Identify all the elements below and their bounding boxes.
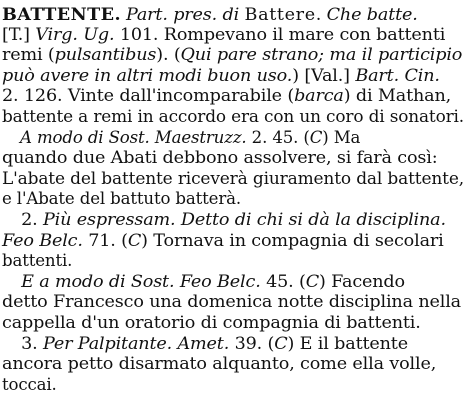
text-segment: ) [Val.]	[292, 65, 356, 85]
entry-line	[2, 251, 464, 272]
entry-line	[2, 313, 472, 334]
text-segment: ). (	[156, 45, 181, 65]
text-segment: 2.	[21, 209, 43, 229]
text-segment: 3.	[21, 333, 43, 353]
headword: BATTENTE.	[2, 4, 122, 24]
entry-line	[2, 231, 472, 252]
text-segment: remi (	[2, 45, 55, 65]
text-segment: e l'Abate del battuto batterà.	[2, 189, 241, 209]
text-segment: 39. (	[229, 333, 275, 353]
text-segment: L'abate del battente riceverà giuramento dal battente,	[2, 168, 464, 188]
italic-segment: Che batte.	[326, 5, 418, 24]
entry-line	[2, 354, 472, 375]
italic-segment: Part. pres. di	[125, 5, 245, 24]
italic-segment: C	[274, 333, 288, 353]
italic-segment: C	[305, 271, 320, 291]
italic-segment: barca	[294, 86, 344, 106]
entry-line	[2, 375, 464, 396]
text-segment: battente a remi in accordo era con un coro di sonatori.	[2, 106, 465, 126]
italic-segment: pulsantibus	[54, 45, 157, 65]
entry-line	[2, 292, 472, 313]
italic-segment: A modo di Sost. Maestruzz.	[20, 127, 247, 147]
text-segment: ) Tornava in compagnia di secolari	[141, 230, 444, 250]
text-segment: detto Francesco una domenica notte disciplina nella	[2, 292, 462, 312]
text-segment: toccai.	[2, 374, 57, 394]
italic-segment: Feo Belc.	[2, 230, 83, 250]
text-segment: 2. 126. Vinte dall'incomparabile (	[2, 86, 295, 106]
text-segment: ancora petto disarmato alquanto, come ella volle,	[2, 354, 437, 374]
text-segment: 101. Rompevano il mare con battenti	[114, 24, 446, 44]
text-segment: ) E il battente	[287, 333, 408, 353]
text-segment: .	[315, 5, 327, 24]
text-segment: ) Facendo	[319, 271, 405, 291]
text-segment: battenti.	[2, 251, 73, 271]
entry-line	[2, 107, 472, 128]
italic-segment: C	[127, 230, 142, 250]
dictionary-entry	[2, 4, 464, 395]
text-segment: 2. 45. (	[246, 127, 310, 147]
text-segment: ) Ma	[322, 127, 361, 147]
entry-line	[2, 4, 472, 25]
italic-segment: C	[309, 127, 323, 147]
entry-line	[2, 45, 472, 66]
text-segment: [T.]	[2, 24, 36, 44]
entry-line	[2, 148, 472, 169]
smallcaps-segment: Battere	[244, 5, 316, 24]
italic-segment: E a modo di Sost. Feo Belc.	[21, 271, 261, 291]
entry-line	[2, 334, 472, 355]
italic-segment: Virg. Ug.	[35, 24, 115, 44]
italic-segment: Bart. Cin.	[355, 65, 440, 85]
text-segment: quando due Abati debbono assolvere, si farà così:	[2, 148, 438, 168]
italic-segment: Qui pare strano; ma il participio	[180, 45, 463, 65]
entry-line	[2, 272, 472, 293]
text-segment: ) di Mathan,	[343, 86, 452, 106]
italic-segment: Più espressam. Detto di chi si dà la disciplina.	[42, 209, 446, 229]
entry-line	[2, 169, 472, 190]
italic-segment: Per Palpitante. Amet.	[42, 333, 230, 353]
entry-line	[2, 66, 472, 87]
entry-line	[2, 189, 464, 210]
text-segment: 71. (	[82, 230, 128, 250]
text-segment: cappella d'un oratorio di compagnia di battenti.	[2, 312, 421, 332]
entry-line	[2, 86, 472, 107]
entry-line	[2, 210, 472, 231]
italic-segment: può avere in altri modi buon uso.	[2, 65, 293, 85]
entry-line	[2, 25, 472, 46]
entry-line	[2, 128, 464, 149]
text-segment: 45. (	[260, 271, 306, 291]
